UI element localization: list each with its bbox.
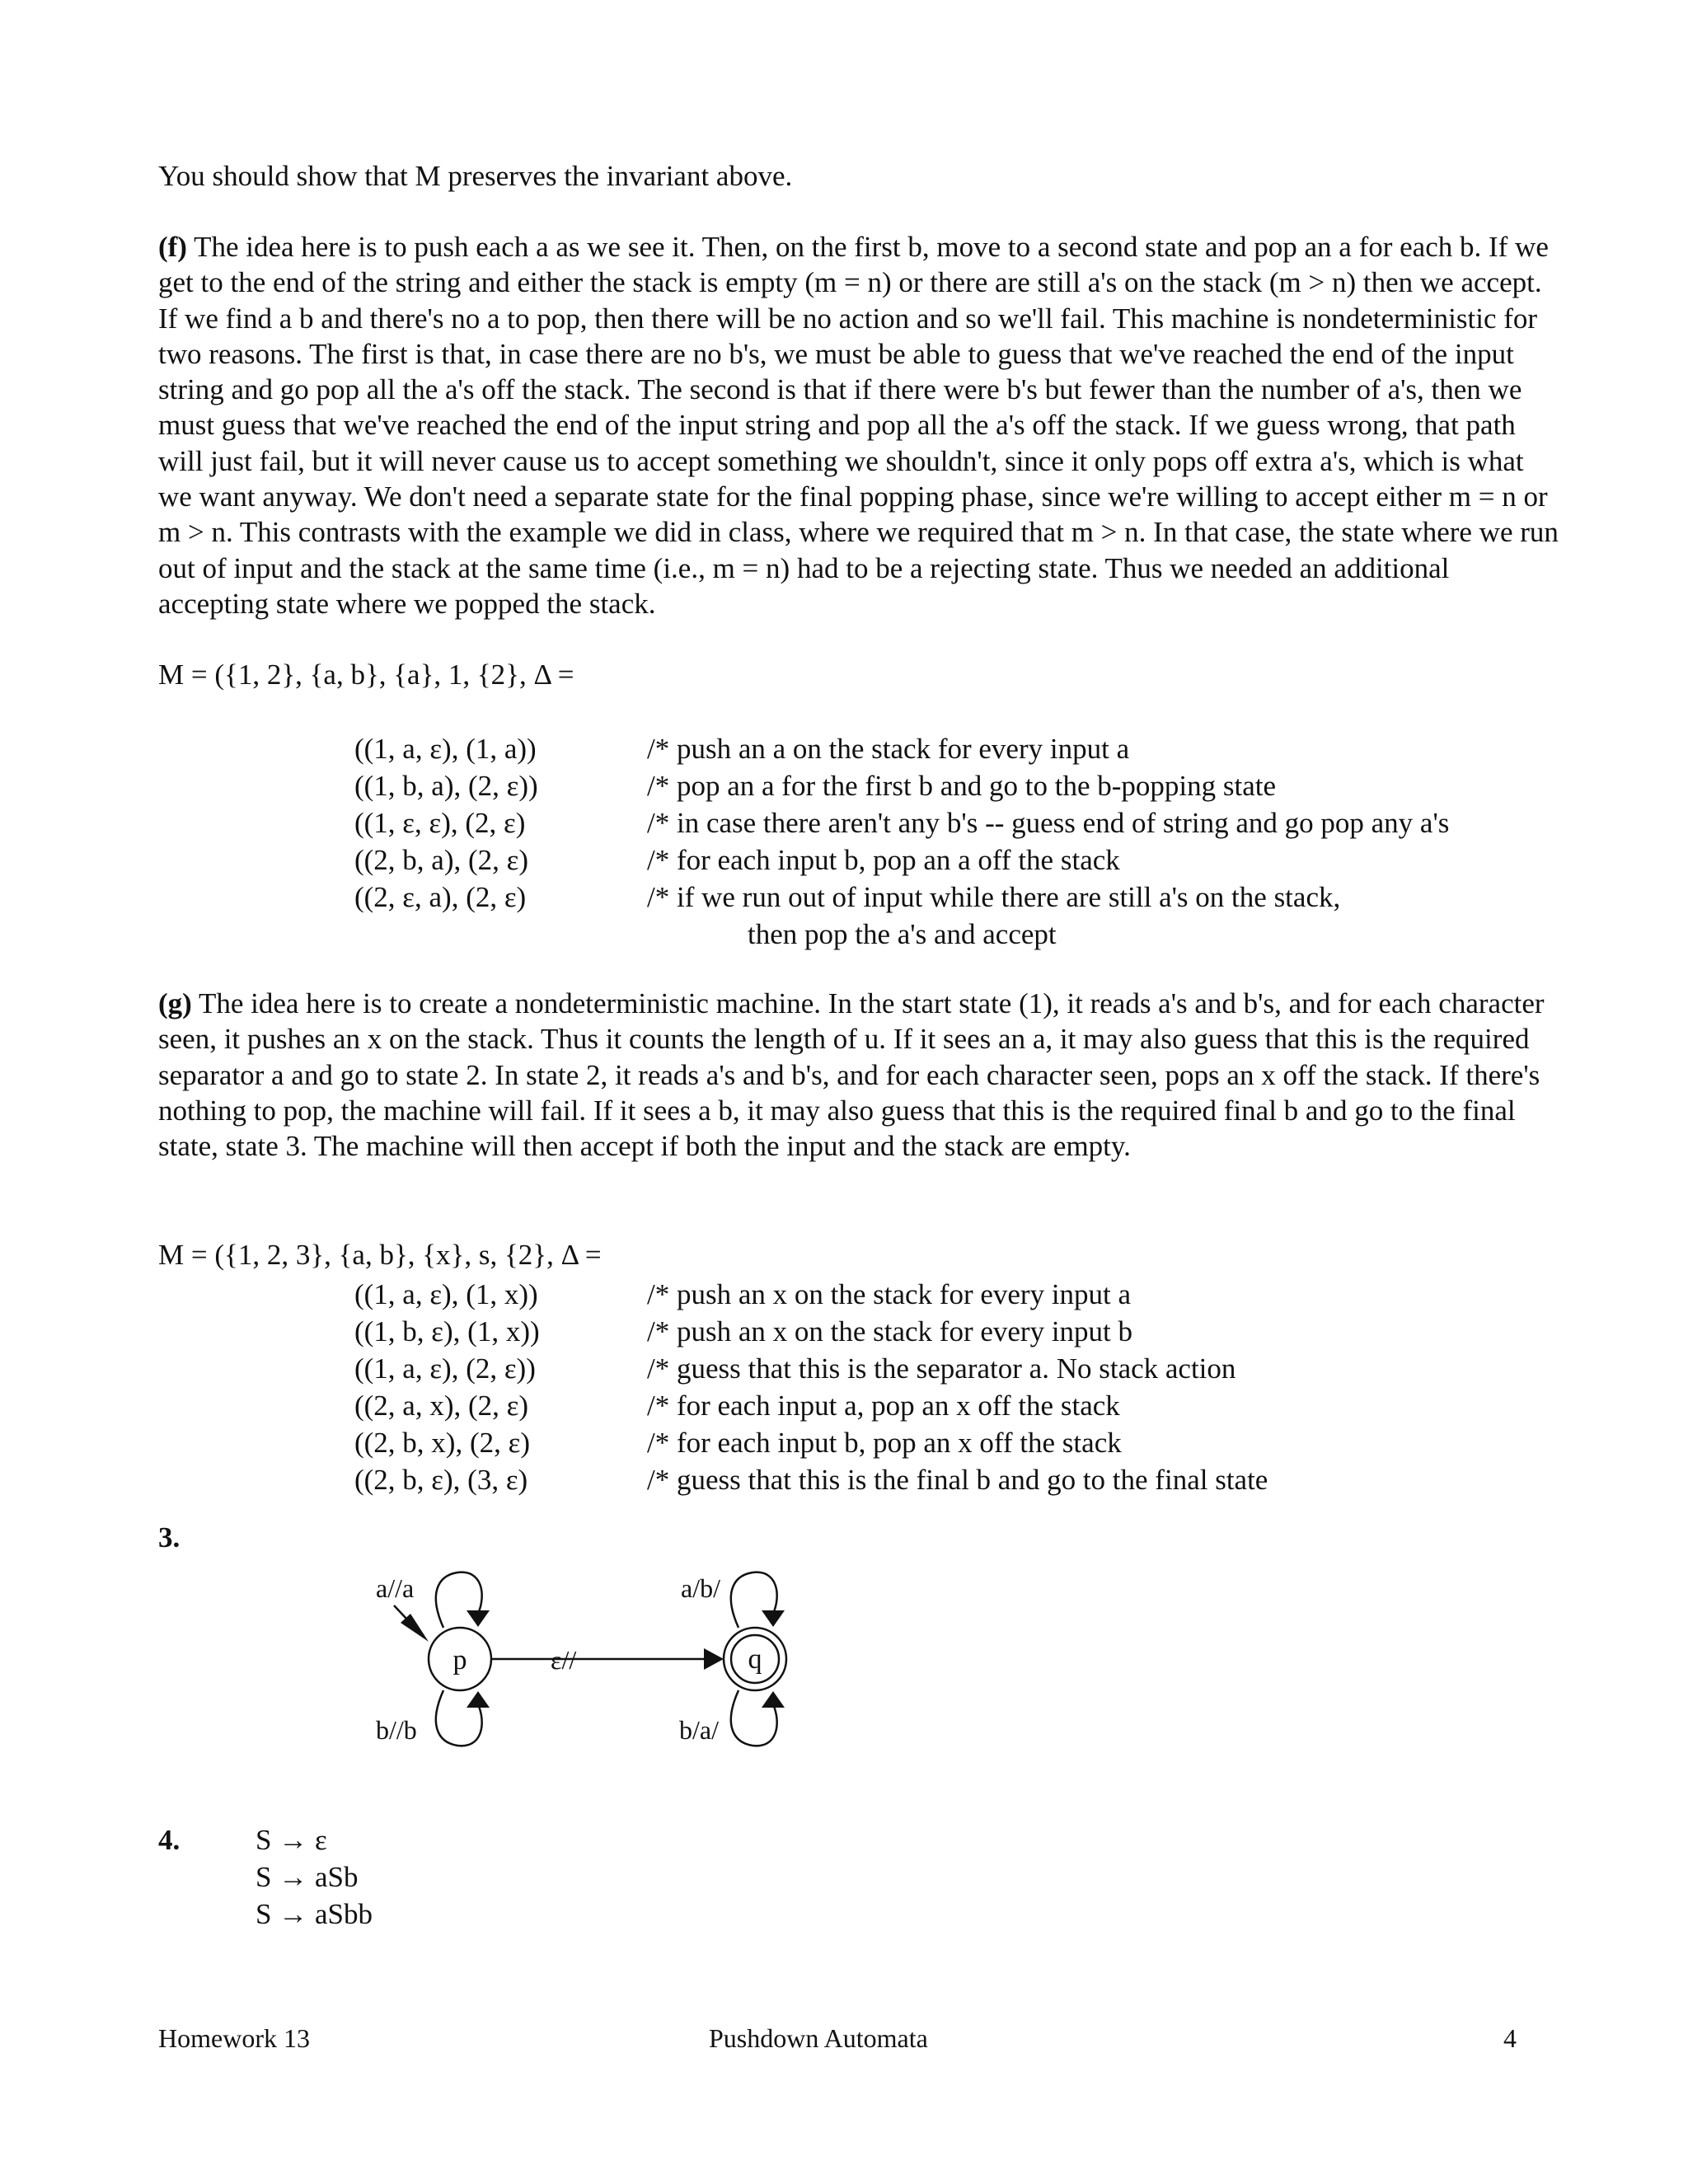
grammar-rule: S → ε [256,1824,327,1856]
question-4-number: 4. [158,1824,181,1856]
transition-rule: ((1, a, ε), (1, x)) [354,1278,538,1310]
grammar-rule: S → aSb [256,1861,359,1893]
part-g-machine-definition: M = ({1, 2, 3}, {a, b}, {x}, s, {2}, Δ = [158,1239,602,1271]
transition-comment: /* for each input a, pop an x off the stack [647,1390,1120,1422]
transition-comment: /* if we run out of input while there are still a's on the stack, [647,881,1341,913]
transition-comment-continuation: then pop the a's and accept [748,918,1057,950]
footer-center: Pushdown Automata [709,2023,928,2053]
transition-rule: ((1, a, ε), (1, a)) [354,733,537,765]
question-3-number: 3. [158,1521,181,1554]
state-q-label: q [748,1644,762,1675]
transition-comment: /* push an x on the stack for every input a [647,1278,1132,1310]
transition-rule: ((1, b, a), (2, ε)) [354,770,538,802]
part-g-label: (g) [158,987,192,1019]
transition-comment: /* in case there aren't any b's -- guess end of string and go pop any a's [647,807,1450,839]
transition-rule: ((2, a, x), (2, ε) [354,1390,529,1422]
p-top-loop-label: a//a [376,1573,415,1603]
intro-paragraph: You should show that M preserves the invariant above. [158,160,793,192]
part-g-text: The idea here is to create a nondeterministic machine. In the start state (1), it reads a's and b's, and for each character seen, it pushes an x on the stack. Thus it counts the length of u. If it sees an a, it may also guess that this is the required separator a and go to state 2. In state 2, it reads a's and b's, and for each character seen, pops an x off the stack. If there's nothing to pop, the machine will fail. If it sees a b, it may also guess that this is the required final b and go to the final state, state 3. The machine will then accept if both the input and the stack are empty. [158,987,1545,1163]
transition-rule: ((2, b, ε), (3, ε) [354,1464,528,1496]
transition-comment: /* guess that this is the separator a. No stack action [647,1352,1236,1385]
transition-comment: /* for each input b, pop an x off the stack [647,1427,1122,1459]
q-top-loop-label: a/b/ [681,1573,720,1603]
transition-comment: /* push an x on the stack for every input b [647,1315,1133,1347]
q-self-loop-bottom-head [762,1691,785,1708]
grammar-rule: S → aSbb [256,1898,373,1930]
transition-rule: ((1, ε, ε), (2, ε) [354,807,526,839]
footer-left: Homework 13 [158,2023,310,2053]
state-p-label: p [452,1645,467,1675]
part-f-machine-definition: M = ({1, 2}, {a, b}, {a}, 1, {2}, Δ = [158,658,574,691]
transition-rule: ((1, b, ε), (1, x)) [354,1315,540,1347]
part-f-label: (f) [158,231,187,263]
transition-comment: /* push an a on the stack for every input a [647,733,1130,765]
transition-rule: ((2, b, a), (2, ε) [354,844,529,876]
transition-comment: /* guess that this is the final b and go to the final state [647,1464,1268,1496]
transition-p-to-q-head [704,1648,724,1670]
q-self-loop-top-head [762,1610,785,1627]
q-bottom-loop-label: b/a/ [679,1715,719,1745]
p-bottom-loop-label: b//b [376,1715,417,1745]
p-self-loop-bottom-head [467,1691,490,1708]
part-f-text: The idea here is to push each a as we see it. Then, on the first b, move to a second state and pop an a for each b. If we get to the end of the string and either the stack is empty (m = n) or there are still a's on the stack (m > n) then we accept. If we find a b and there's no a to pop, then there will be no action and so we'll fail. This machine is nondeterministic for two reasons. The first is that, in case there are no b's, we must be able to guess that we've reached the end of the input string and go pop all the a's off the stack. The second is that if there were b's but fewer than the number of a's, then we must guess that we've reached the end of the input string and pop all the a's off the stack. If we guess wrong, that path will just fail, but it will never cause us to accept something we shouldn't, since it only pops off extra a's, which is what we want anyway. We don't need a separate state for the final popping phase, since we're willing to accept either m = n or m > n. This contrasts with the example we did in class, where we required that m > n. In that case, the state where we run out of input and the stack at the same time (i.e., m = n) had to be a rejecting state. Thus we needed an additional accepting state where we popped the stack. [158,231,1559,620]
transition-label: ε// [551,1645,577,1675]
transition-rule: ((2, ε, a), (2, ε) [354,881,527,913]
transition-rule: ((1, a, ε), (2, ε)) [354,1352,536,1385]
transition-comment: /* pop an a for the first b and go to the b-popping state [647,770,1277,802]
transition-comment: /* for each input b, pop an a off the stack [647,844,1120,876]
p-self-loop-top-head [467,1610,490,1627]
transition-rule: ((2, b, x), (2, ε) [354,1427,530,1459]
page-number: 4 [1503,2023,1517,2053]
